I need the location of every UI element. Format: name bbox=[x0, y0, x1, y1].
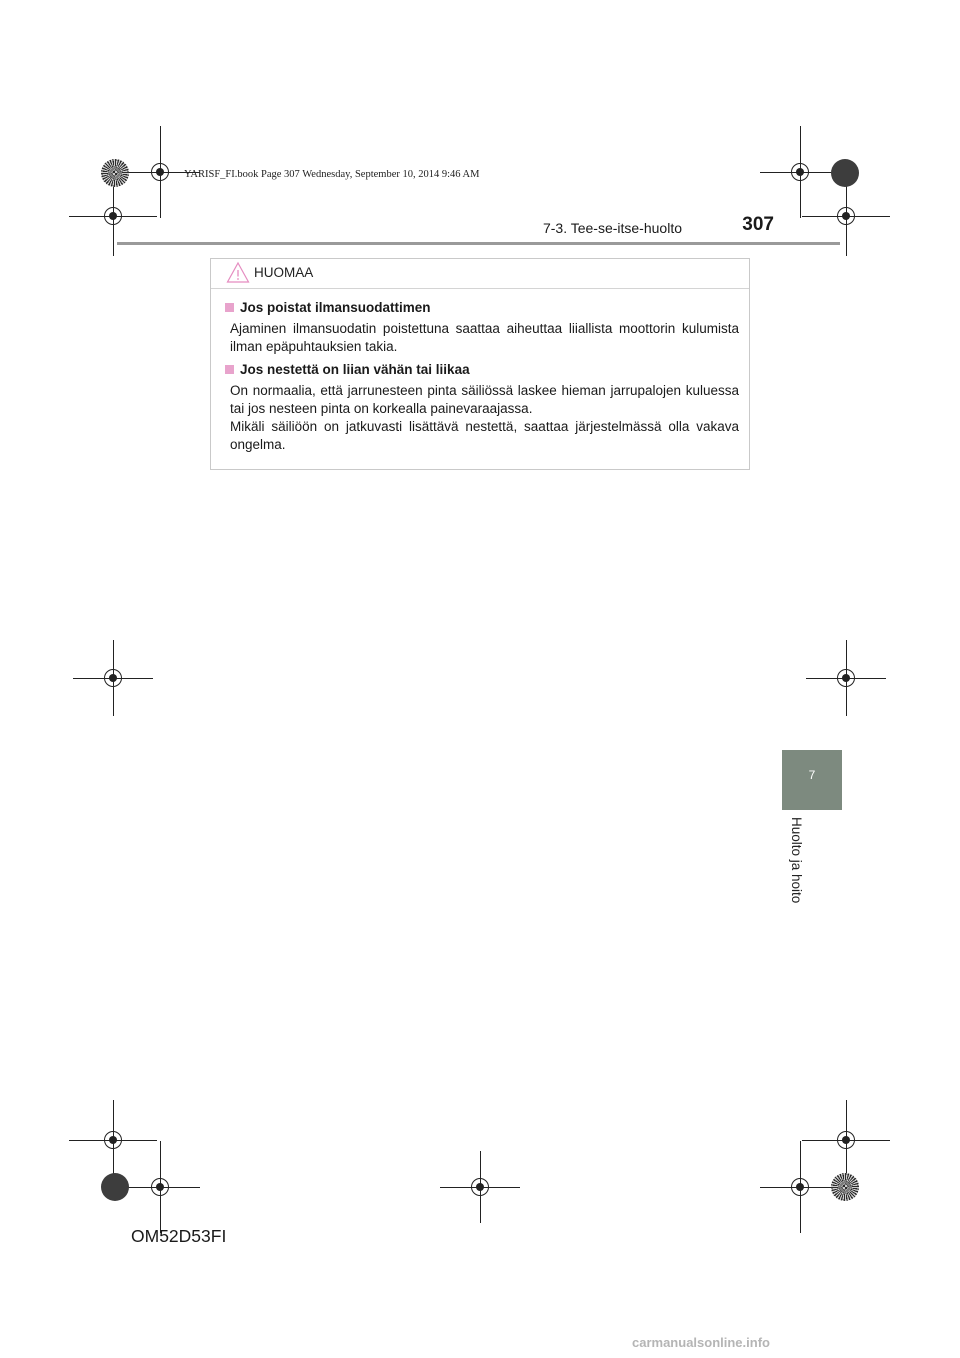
warning-triangle-icon bbox=[226, 261, 250, 285]
bullet-square-icon bbox=[225, 303, 234, 312]
starburst-target-icon bbox=[831, 159, 859, 187]
notice-item-heading-text: Jos poistat ilmansuodattimen bbox=[240, 300, 431, 315]
notice-item-text: On normaalia, että jarrunesteen pinta säiliössä laskee hieman jarrupalojen kuluessa tai jos nesteen pinta on korkealla painevaraajassa. bbox=[230, 383, 739, 416]
notice-box bbox=[210, 258, 750, 470]
notice-item-heading bbox=[225, 300, 431, 315]
starburst-target-icon bbox=[101, 159, 129, 187]
watermark: carmanualsonline.info bbox=[632, 1335, 770, 1350]
chapter-tab bbox=[782, 750, 842, 810]
notice-item-text: Ajaminen ilmansuodatin poistettuna saattaa aiheuttaa liiallista moottorin kulumista ilman epäpuhtauksien takia. bbox=[230, 321, 739, 354]
notice-title: HUOMAA bbox=[254, 265, 314, 280]
chapter-title bbox=[786, 817, 806, 917]
notice-item-heading bbox=[225, 362, 470, 377]
notice-header bbox=[211, 259, 749, 289]
document-code: OM52D53FI bbox=[131, 1226, 227, 1246]
notice-item-heading-text: Jos nestettä on liian vähän tai liikaa bbox=[240, 362, 470, 377]
section-title: 7-3. Tee-se-itse-huolto bbox=[542, 220, 682, 236]
book-meta: YARISF_FI.book Page 307 Wednesday, September 10, 2014 9:46 AM bbox=[184, 169, 480, 180]
bullet-square-icon bbox=[225, 365, 234, 374]
chapter-title-text: Huolto ja hoito bbox=[789, 817, 804, 904]
chapter-number: 7 bbox=[808, 768, 816, 782]
starburst-target-icon bbox=[101, 1173, 129, 1201]
header-rule bbox=[117, 242, 840, 245]
page-number: 307 bbox=[742, 214, 774, 235]
starburst-target-icon bbox=[831, 1173, 859, 1201]
notice-item-text: Mikäli säiliöön on jatkuvasti lisättävä nestettä, saattaa järjestelmässä olla vakava ongelma. bbox=[230, 419, 739, 452]
